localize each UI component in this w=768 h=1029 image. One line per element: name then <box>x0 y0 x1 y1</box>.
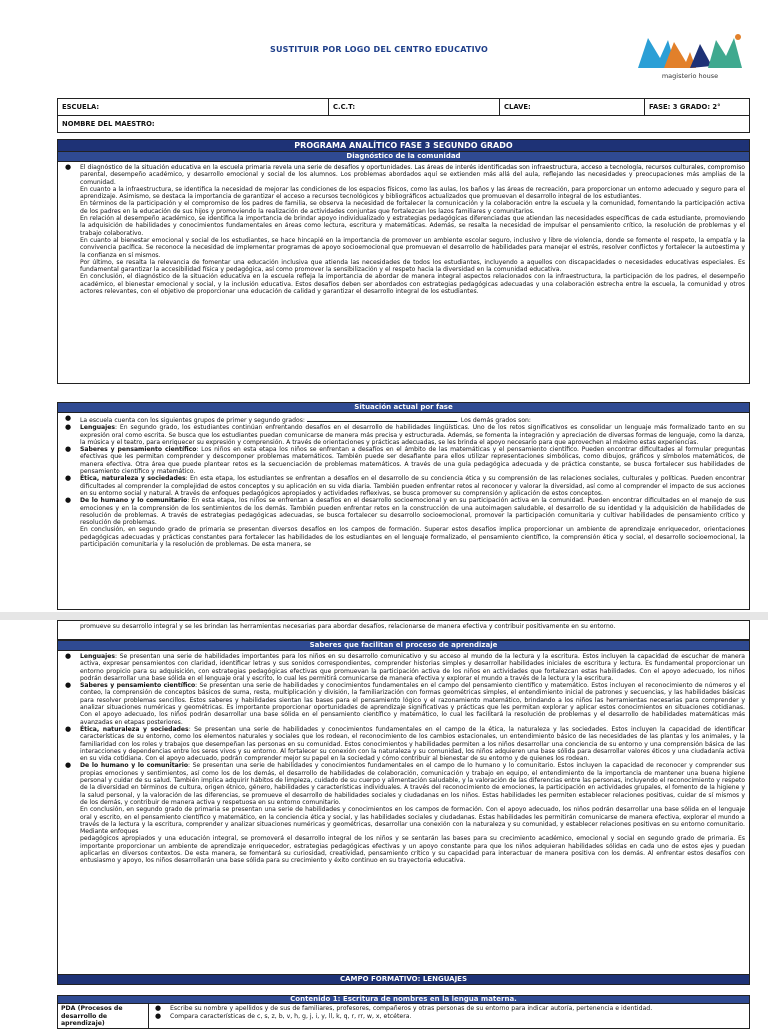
situacion-item <box>62 446 745 475</box>
situacion-continued <box>57 620 750 981</box>
situacion-intro <box>62 415 745 424</box>
saberes-text: : Se presentan una serie de habilidades importantes para los niños en su desarrollo comunicativo y su acceso al mundo de la lectura y la escritura. Estos incluyen la capacidad de escuchar de manera activa, expresar pensamientos con claridad, identificar letras y sus sonidos correspondientes, comprender historias simples y desarrollar habilidades iniciales de escritura y lectura. Es fundamental proporcionar un entorno propicio para su adquisición, con estrategias pedagógicas efectivas que promuevan la participación activa de los niños en actividades que fortalezcan estas habilidades. Con el apoyo adecuado, los niños podrán desarrollar una base sólida en el lenguaje oral y escrito, lo cual les permitirá comunicarse de manera efectiva y explorar el mundo a través de la lectura y la escritura. <box>80 653 745 682</box>
program-title: PROGRAMA ANALÍTICO FASE 3 SEGUNDO GRADO <box>57 139 750 152</box>
logo-text: magisterio house <box>661 72 719 80</box>
escuela-field[interactable]: ESCUELA: <box>58 99 329 116</box>
diagnostico-item <box>62 164 745 186</box>
diagnostico-paragraph: En cuanto al bienestar emocional y social de los estudiantes, se hace hincapié en la importancia de promover un ambiente escolar seguro, inclusivo y libre de violencia, donde se fomente el respeto, la empatía y la convivencia pacífica. Se reconoce la necesidad de implementar programas de apoyo socioemocional que promuevan el desarrollo de habilidades para manejar el estrés, resolver conflictos y fortalecer la autoestima y la confianza en sí mismos. <box>80 236 745 259</box>
pda-item <box>152 1005 746 1012</box>
campo-formativo-section <box>57 974 750 985</box>
situacion-text: : En segundo grado, los estudiantes continúan enfrentando desafíos en el desarrollo de habilidades lingüísticas. Uno de los retos significativos es consolidar un lenguaje más formalizado tanto en su expresión oral como escrita. Se busca que los estudiantes puedan comunicarse de manera más precisa y estructurada. Además, se fomenta la integración y apreciación de diversas formas de lenguaje, como la danza, la música y el teatro, para enriquecer su expresión y comprensión. A través de orientaciones y prácticas adecuadas, se les brinda el apoyo necesario para que aprovechen al máximo estas experiencias. <box>80 424 745 446</box>
situacion-text: : En esta etapa, los estudiantes se enfrentan a desafíos en el desarrollo de su conciencia ética y su comprensión de las relaciones sociales, culturales y políticas. Pueden encontrar dificultades al comprender la complejidad de estos conceptos y su aplicación en su vida diaria. También pueden enfrentar retos al reconocer y valorar la diversidad, así como al comprender el impacto de sus acciones en su entorno social y natural. A través de enfoques pedagógicos apropiados y actividades reflexivas, se busca promover su comprensión y aplicación de estos conceptos. <box>80 475 745 497</box>
diagnostico-paragraph: En relación al desempeño académico, se identifica la importancia de brindar apoyo individualizado y estrategias pedagógicas diferenciadas que atiendan las necesidades específicas de cada estudiante, promoviendo la adquisición de habilidades y conocimientos fundamentales en áreas como lectura, escritura y matemáticas. Además, se resalta la necesidad de impulsar el pensamiento crítico, la resolución de problemas y el trabajo colaborativo. <box>80 215 745 237</box>
bullet-icon: ● <box>65 652 72 660</box>
saberes-keyword: Lenguajes <box>80 653 116 660</box>
diagnostico-paragraph: En conclusión, el diagnóstico de la situación educativa en la escuela refleja la importancia de abordar de manera integral aspectos relacionados con la infraestructura, la participación de los padres, el desempeño académico, el bienestar emocional y social, y la inclusión educativa. Estos desafíos deben ser abordados con estrategias pedagógicas adecuadas y una colaboración estrecha entre la escuela, la comunidad y otros actores relevantes, con el objetivo de proporcionar una educación de calidad y garantizar el desarrollo integral de los estudiantes. <box>80 273 745 296</box>
school-info-table <box>57 98 750 133</box>
bullet-icon: ● <box>65 496 72 505</box>
saberes-item <box>62 653 745 682</box>
situacion-keyword: Lenguajes <box>80 424 116 432</box>
bullet-icon: ● <box>65 414 72 422</box>
page-2 <box>0 620 768 1024</box>
cct-field[interactable]: C.C.T: <box>329 99 500 116</box>
saberes-box <box>57 651 750 981</box>
saberes-item <box>62 682 745 726</box>
bullet-icon: ● <box>65 423 72 432</box>
maestro-field[interactable]: NOMBRE DEL MAESTRO: <box>58 116 750 133</box>
saberes-item <box>62 762 745 806</box>
bullet-icon: ● <box>65 474 72 483</box>
situacion-continuation: promueve su desarrollo integral y se les brindan las herramientas necesarias para abordar desafíos, relacionarse de manera efectiva y contribuir positivamente en su entorno. <box>80 623 616 630</box>
situacion-text: : Los niños en esta etapa los niños se enfrentan a desafíos en el ámbito de las matemáticas y el pensamiento científico. Pueden encontrar dificultades al formular preguntas efectivas que les permitan comprender y descomponer problemas matemáticos. También puede ser desafiante para ellos utilizar representaciones simbólicas, como dibujos, gráficos y símbolos matemáticos, de manera efectiva. Otra área que puede plantear retos es la secuenciación de problemas matemáticos. A través de una guía pedagógica adecuada y de práctica constante, se busca fortalecer sus habilidades de pensamiento científico y matemático. <box>80 446 745 476</box>
situacion-keyword: Ética, naturaleza y sociedades <box>80 475 186 483</box>
page-gap <box>0 612 768 620</box>
saberes-item <box>62 726 745 762</box>
diagnostico-box <box>57 162 750 384</box>
saberes-text: : Se presentan una serie de habilidades y conocimientos fundamentales en el campo de lo humano y lo comunitario. Estos incluyen la capacidad de reconocer y comprender sus propias emociones y sentimientos, así como los de los demás, el desarrollo de habilidades de colaboración, comunicación y trabajo en equipo, el entendimiento de la importancia de mantener una buena higiene personal y cuidar de su salud. También implica adquirir hábitos de limpieza, cuidado de su cuerpo y alimentación saludable, y la valoración de las diferencias entre las personas, incluyendo el reconocimiento y respeto de la diversidad en términos de cultura, origen étnico, género, habilidades y características individuales. A través del reconocimiento de emociones, la participación en actividades grupales, el fomento de la higiene y la salud personal, y la valoración de las diferencias, se promueve el desarrollo de habilidades sociales y ciudadanas en los niños. Estas habilidades les permiten establecer relaciones positivas, cuidar de sí mismos y de los demás, y contribuir de manera activa y respetuosa en su entorno comunitario. <box>80 762 745 806</box>
diagnostico-paragraph: Por último, se resalta la relevancia de fomentar una educación inclusiva que atienda las necesidades de todos los estudiantes, incluyendo a aquellos con discapacidades o necesidades educativas especiales. Es fundamental garantizar la accesibilidad física y pedagógica, así como promover la sensibilización y el respeto hacia la diversidad en la comunidad educativa. <box>80 258 745 274</box>
grupos-blank-line[interactable] <box>307 415 457 422</box>
situacion-text: : En esta etapa, los niños se enfrentan a desafíos en el desarrollo socioemocional y en su participación activa en la comunidad. Pueden encontrar dificultades en el manejo de sus emociones y en la comprensión de los sentimientos de los demás. También pueden enfrentar retos en la construcción de una autoimagen saludable, el desarrollo de su identidad y la adquisición de habilidades de resolución de problemas. A través de estrategias pedagógicas adecuadas, se busca fortalecer su desarrollo socioemocional, promover la participación comunitaria y cultivar habilidades de pensamiento crítico y resolución de problemas. <box>80 497 745 527</box>
diagnostico-paragraph: En términos de la participación y el compromiso de los padres de familia, se observa la necesidad de fortalecer la comunicación y la colaboración entre la escuela y la comunidad, fomentando la participación activa de los padres en la educación de sus hijos y promoviendo la realización de actividades conjuntas que fortalezcan los lazos familiares y comunitarios. <box>80 200 745 215</box>
saberes-text: : Se presentan una serie de habilidades y conocimientos fundamentales en el campo del pensamiento científico y matemático. Estos incluyen el reconocimiento de números y el conteo, la comprensión de conceptos básicos de suma, resta, multiplicación y división, la familiarización con formas geométricas simples, el entendimiento inicial de patrones y secuencias, y las habilidades básicas para resolver problemas sencillos. Estos saberes y habilidades sientan las bases para el pensamiento lógico y el razonamiento matemático, brindando a los niños las herramientas necesarias para comprender y analizar situaciones numéricas y geométricas. Es importante proporcionar oportunidades de aprendizaje significativas y prácticas que les permitan explorar y aplicar estos conocimientos en situaciones cotidianas. Con el apoyo adecuado, los niños podrán desarrollar una base sólida en el pensamiento científico y matemático, lo cual les facilitará la resolución de problemas y el desarrollo de habilidades matemáticas más avanzadas en etapas posteriores. <box>80 682 745 726</box>
situacion-heading: Situación actual por fase <box>57 402 750 413</box>
bullet-icon: ● <box>65 163 72 171</box>
diagnostico-heading: Diagnóstico de la comunidad <box>57 152 750 162</box>
situacion-item <box>62 497 745 526</box>
saberes-text: : Se presentan una serie de habilidades y conocimientos fundamentales en el campo de la ética, la naturaleza y las sociedades. Estos incluyen la capacidad de identificar características de su entorno, como los elementos naturales y sociales que los rodean, el reconocimiento de los cambios estacionales, un entendimiento básico de las necesidades de las plantas y los animales, y la familiaridad con los roles y trabajos que desempeñan las personas en su comunidad. Estos conocimientos y habilidades permiten a los niños desarrollar una conciencia de su entorno y una comprensión básica de las interacciones y dependencias entre los seres vivos y su entorno. Al fortalecer su conexión con la naturaleza y su comunidad, los niños adquieren una base sólida para desarrollar valores éticos y una ciudadanía activa en su vida cotidiana. Con el apoyo adecuado, podrán comprender mejor su papel en la sociedad y cómo contribuir al bienestar de su entorno y de quienes los rodean. <box>80 725 746 763</box>
situacion-section <box>57 402 750 610</box>
pda-item <box>152 1013 746 1020</box>
diagnostico-paragraph: El diagnóstico de la situación educativa en la escuela primaria revela una serie de desafíos y oportunidades. Las áreas de interés identificadas son infraestructura, acceso a tecnología, recursos culturales, compromiso parental, desempeño académico, y desarrollo emocional y social de los alumnos. Los problemas abordados aquí se extienden más allá del aula, reflejando las necesidades y preocupaciones más amplias de la comunidad. <box>80 164 745 186</box>
magisterio-house-logo <box>634 28 746 84</box>
bullet-icon: ● <box>65 761 72 770</box>
situacion-conclusion: En conclusión, en segundo grado de primaria se presentan diversos desafíos en los campos de formación. Superar estos desafíos implica proporcionar un ambiente de aprendizaje enriquecedor, orientaciones pedagógicas adecuadas y prácticas constantes para fortalecer las habilidades de los estudiantes en el lenguaje formalizado, el pensamiento científico, la comprensión ética y social, el desarrollo socioemocional, la participación comunitaria y la resolución de problemas. De esta manera, se <box>80 526 745 549</box>
saberes-heading: Saberes que facilitan el proceso de aprendizaje <box>57 640 750 651</box>
logo-graphic <box>634 28 746 72</box>
situacion-intro-end: . Los demás grados son: <box>456 417 531 424</box>
situacion-keyword: De lo humano y lo comunitario <box>80 497 188 505</box>
saberes-keyword: De lo humano y lo comunitario <box>80 762 189 770</box>
pda-item-text: Compara características de c, s, z, b, v, h, g, j, i, y, ll, k, q, r, rr, w, x, etcétera. <box>170 1012 412 1020</box>
pda-label: PDA (Procesos de desarrollo de aprendizaje) <box>58 1004 149 1029</box>
saberes-conclusion: En conclusión, en segundo grado de primaria se presentan una serie de habilidades y conocimientos en los campos de formación. Con el apoyo adecuado, los niños podrán desarrollar una base sólida en el lenguaje oral y escrito, en el pensamiento científico y matemático, en la conciencia ética y social, y las habilidades sociales y ciudadanas. Estas habilidades les permitirán comunicarse de manera efectiva, explorar el mundo a través de la lectura y la escritura, comprender y analizar situaciones numéricas y geométricas, desarrollar una conexión con la naturaleza y su comunidad, y establecer relaciones positivas en su entorno comunitario. Mediante enfoques <box>80 806 745 836</box>
pda-item-text: Escribe su nombre y apellidos y de sus de familiares, profesores, compañeros y otras personas de su entorno para indicar autoría, pertenencia e identidad. <box>170 1005 653 1013</box>
clave-field[interactable]: CLAVE: <box>500 99 645 116</box>
pda-items-cell <box>149 1004 750 1029</box>
situacion-item <box>62 475 745 497</box>
saberes-keyword: Saberes y pensamiento científico <box>80 682 196 690</box>
situacion-keyword: Saberes y pensamiento científico <box>80 446 197 454</box>
bullet-icon: ● <box>65 724 72 733</box>
situacion-intro-text: La escuela cuenta con los siguientes grupos de primer y segundo grados: <box>80 417 305 424</box>
bullet-icon: ● <box>65 445 72 454</box>
saberes-conclusion: pedagógicos apropiados y una educación integral, se promoverá el desarrollo integral de los niños y se sentarán las bases para su crecimiento académico, emocional y social en segundo grado de primaria. Es importante proporcionar un ambiente de aprendizaje enriquecedor, estrategias pedagógicas efectivas y un apoyo constante para que los niños adquieran habilidades sólidas en cada uno de estos ejes y puedan aplicarlas en diversos contextos. De esta manera, se fomentará su curiosidad, creatividad, pensamiento crítico y su capacidad para interactuar de manera positiva con los demás. Al enfrentar estos desafíos con entusiasmo y apoyo, los niños desarrollarán una base sólida para su crecimiento y éxito continuo en su trayectoria educativa. <box>80 835 745 865</box>
contenido-heading: Contenido 1: Escritura de nombres en la lengua materna. <box>58 996 750 1004</box>
campo-heading: CAMPO FORMATIVO: LENGUAJES <box>57 974 750 985</box>
bullet-icon: ● <box>65 681 72 690</box>
program-section <box>57 139 750 384</box>
saberes-keyword: Ética, naturaleza y sociedades <box>80 725 189 733</box>
header-title: SUSTITUIR POR LOGO DEL CENTRO EDUCATIVO <box>270 45 489 54</box>
situacion-continued-box <box>57 620 750 640</box>
situacion-box <box>57 413 750 610</box>
diagnostico-paragraph: En cuanto a la infraestructura, se identifica la necesidad de mejorar las condiciones de los espacios físicos, como las aulas, los baños y las áreas de recreación, para proporcionar un entorno adecuado y seguro para el aprendizaje. Asimismo, se destaca la importancia de garantizar el acceso a recursos tecnológicos y bibliográficos actualizados que promuevan el desarrollo integral de los estudiantes. <box>80 185 745 201</box>
bullet-icon: ● <box>155 1011 162 1020</box>
bullet-icon: ● <box>155 1004 162 1013</box>
fase-grado-field[interactable]: FASE: 3 GRADO: 2° <box>645 99 750 116</box>
situacion-item <box>62 424 745 446</box>
